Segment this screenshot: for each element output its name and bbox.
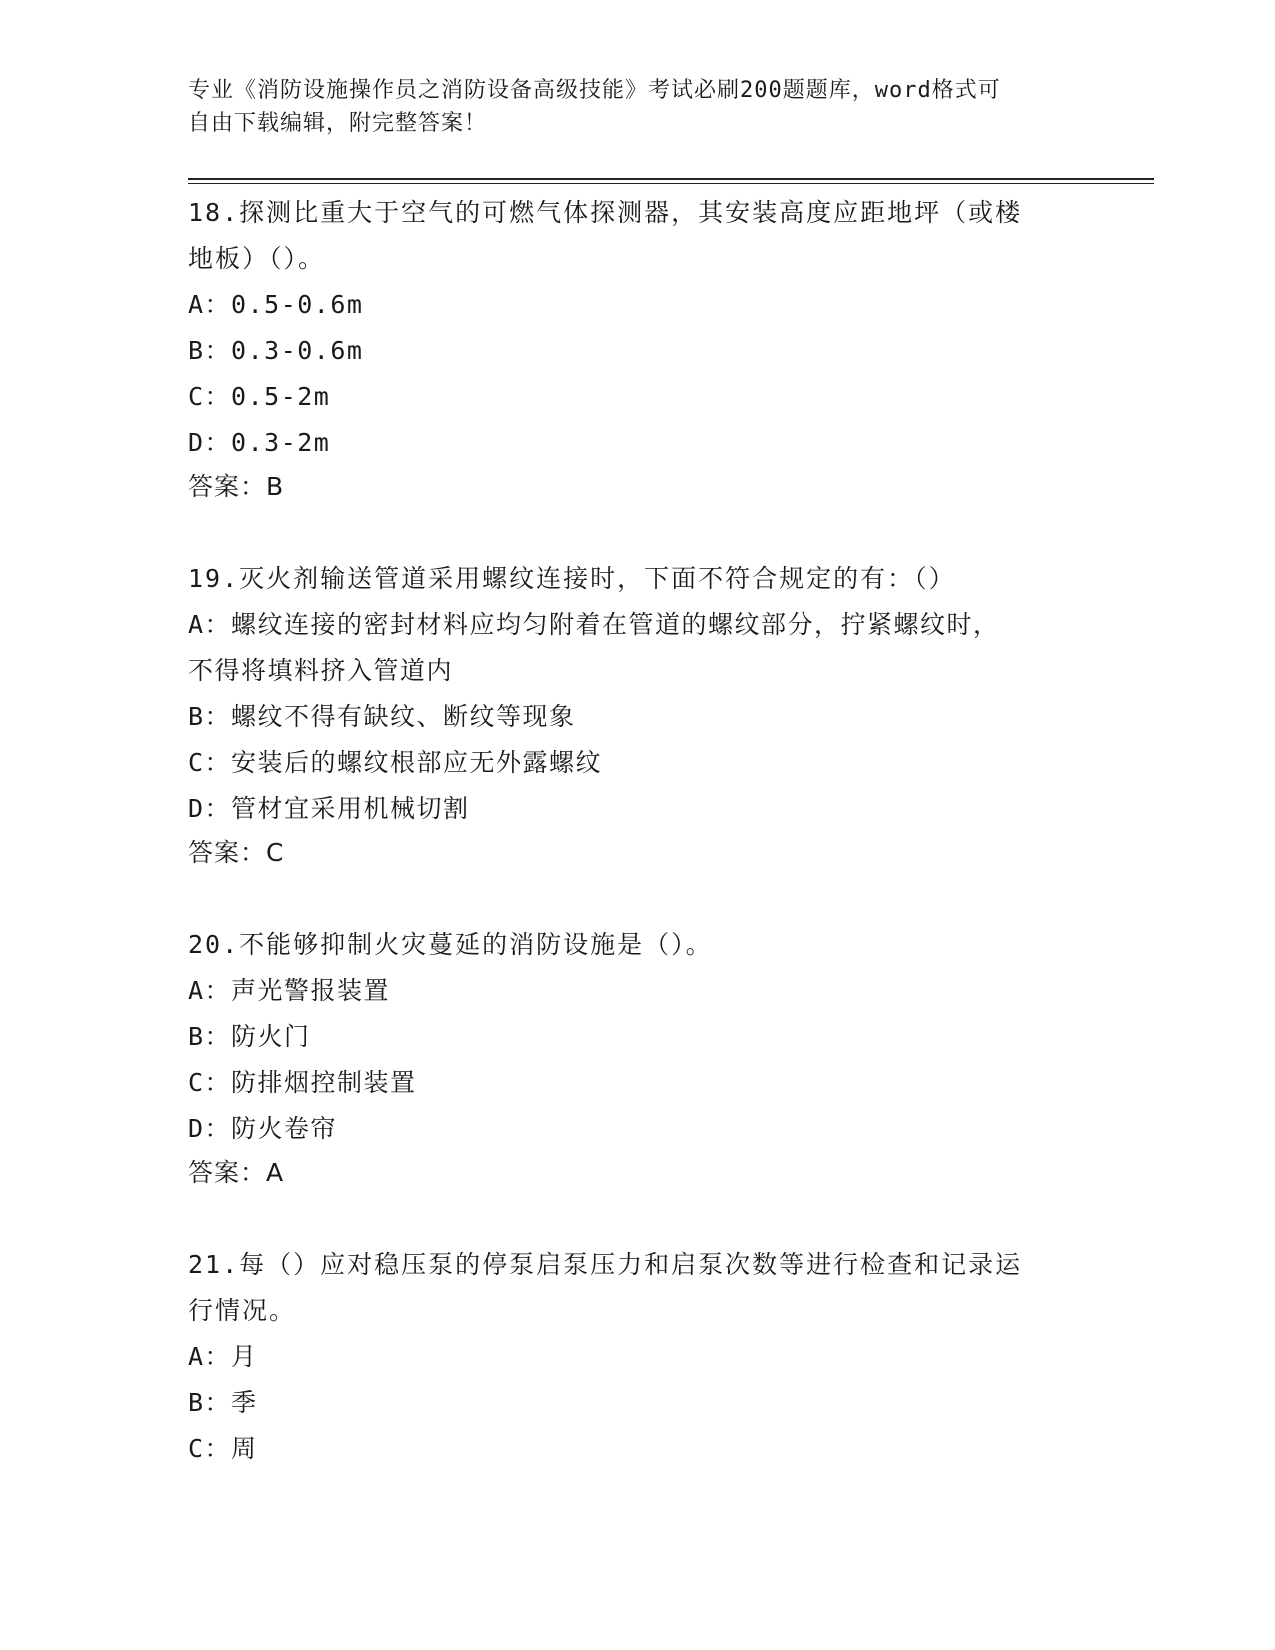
header-divider-thick xyxy=(188,178,1154,180)
question-19 xyxy=(188,556,1088,874)
question-20 xyxy=(188,922,1088,1194)
option-a: A：声光警报装置 xyxy=(188,976,391,1005)
header-line-1: 专业《消防设施操作员之消防设备高级技能》考试必刷200题题库，word格式可 xyxy=(188,78,1001,103)
option-d: D：防火卷帘 xyxy=(188,1114,338,1143)
option-d: D：0.3-2m xyxy=(188,428,331,457)
question-stem-line: 地板）（）。 xyxy=(188,244,326,273)
option-b: B：季 xyxy=(188,1388,258,1417)
question-spacer xyxy=(188,1194,1088,1242)
question-18 xyxy=(188,190,1088,508)
answer-label: 答案：B xyxy=(188,472,285,501)
question-stem-line: 19.灭火剂输送管道采用螺纹连接时，下面不符合规定的有：（） xyxy=(188,564,956,593)
header-divider-thin xyxy=(188,183,1154,184)
header-line-2: 自由下载编辑，附完整答案！ xyxy=(188,111,488,136)
question-stem-line: 18.探测比重大于空气的可燃气体探测器，其安装高度应距地坪（或楼 xyxy=(188,198,1023,227)
option-d: D：管材宜采用机械切割 xyxy=(188,794,470,823)
option-c: C：防排烟控制装置 xyxy=(188,1068,417,1097)
question-stem-line: 21.每（）应对稳压泵的停泵启泵压力和启泵次数等进行检查和记录运 xyxy=(188,1250,1023,1279)
question-spacer xyxy=(188,508,1088,556)
option-c: C：0.5-2m xyxy=(188,382,331,411)
document-header xyxy=(188,74,1068,140)
question-spacer xyxy=(188,874,1088,922)
option-c: C：周 xyxy=(188,1434,258,1463)
option-b: B：螺纹不得有缺纹、断纹等现象 xyxy=(188,702,576,731)
question-list xyxy=(188,190,1088,1472)
option-a-continued: 不得将填料挤入管道内 xyxy=(188,656,454,685)
question-stem-line: 20.不能够抑制火灾蔓延的消防设施是（）。 xyxy=(188,930,713,959)
answer-label: 答案：A xyxy=(188,1158,285,1187)
option-b: B：0.3-0.6m xyxy=(188,336,364,365)
option-b: B：防火门 xyxy=(188,1022,311,1051)
question-stem-line: 行情况。 xyxy=(188,1296,297,1325)
option-c: C：安装后的螺纹根部应无外露螺纹 xyxy=(188,748,603,777)
answer-label: 答案：C xyxy=(188,838,285,867)
question-21 xyxy=(188,1242,1088,1472)
option-a: A：月 xyxy=(188,1342,258,1371)
option-a: A：螺纹连接的密封材料应均匀附着在管道的螺纹部分，拧紧螺纹时， xyxy=(188,610,1000,639)
option-a: A：0.5-0.6m xyxy=(188,290,364,319)
